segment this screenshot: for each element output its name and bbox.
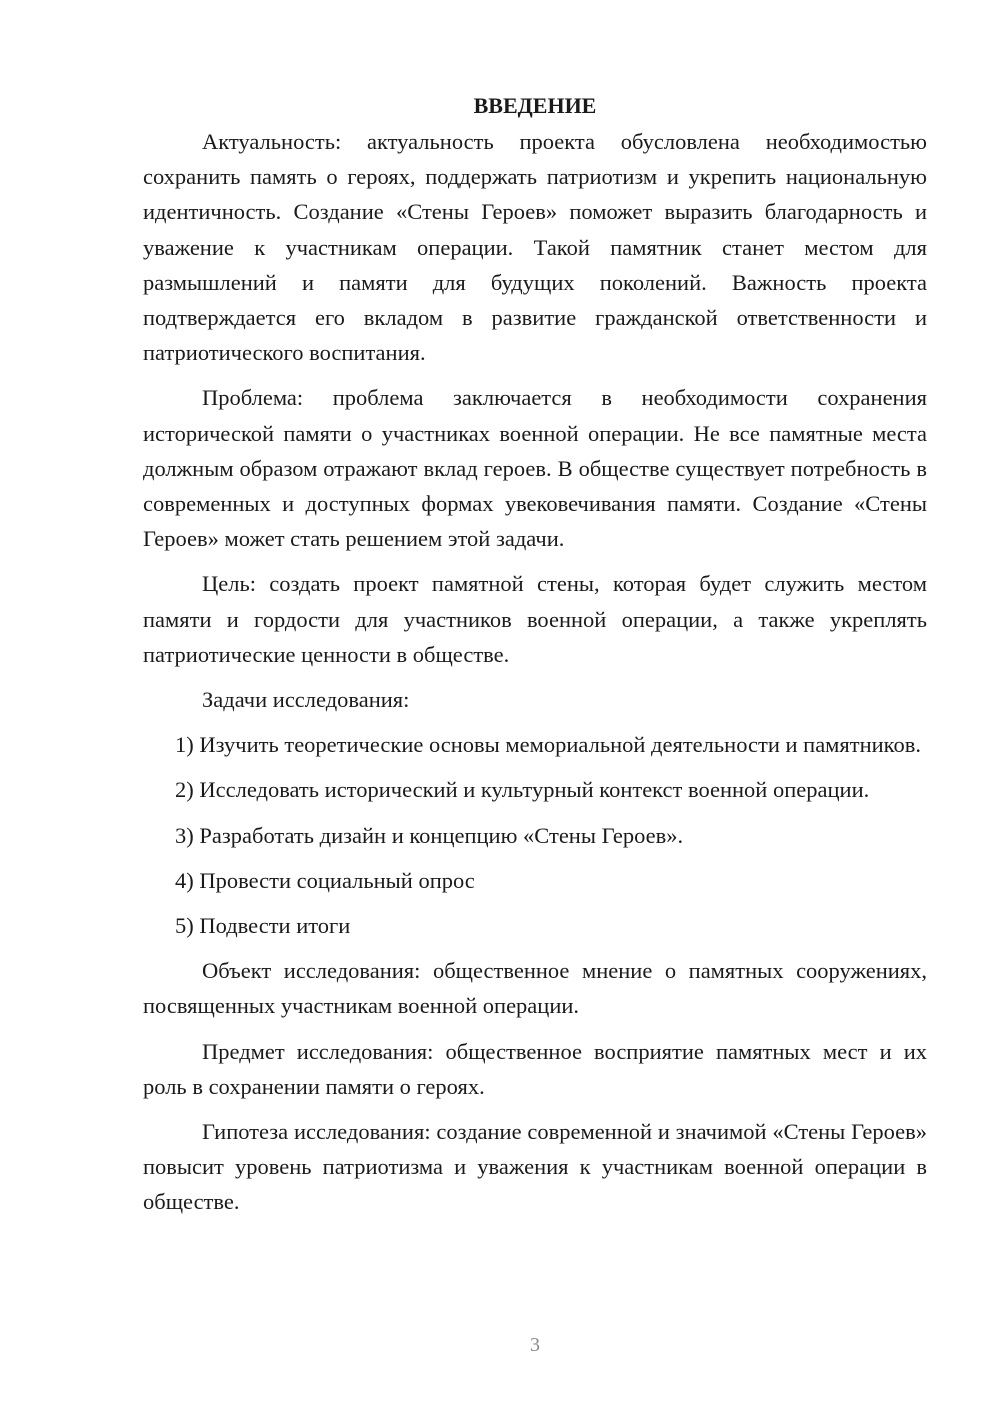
object-paragraph: Объект исследования: общественное мнение о памятных сооружениях, посвященных участникам военной операции.: [143, 958, 927, 1019]
relevance-paragraph: Актуальность: актуальность проекта обусловлена необходимостью сохранить память о героях, поддержать патриотизм и укрепить национальную идентичность. Создание «Стены Героев» поможет выразить благодарность и уважение к участникам операции. Такой памятник станет местом для размышлений и памяти для будущих поколений. Важность проекта подтверждается его вкладом в развитие гражданской ответственности и патриотического воспитания.: [143, 129, 927, 366]
problem-paragraph: Проблема: проблема заключается в необходимости сохранения исторической памяти о участниках военной операции. Не все памятные места должным образом отражают вклад героев. В обществе существует потребность в современных и доступных формах увековечивания памяти. Создание «Стены Героев» может стать решением этой задачи.: [143, 385, 927, 552]
task-item: 2) Исследовать исторический и культурный контекст военной операции.: [175, 777, 870, 803]
task-item: 3) Разработать дизайн и концепцию «Стены Героев».: [175, 822, 684, 848]
task-item: 5) Подвести итоги: [175, 913, 351, 939]
tasks-heading: Задачи исследования:: [202, 687, 410, 713]
goal-paragraph: Цель: создать проект памятной стены, которая будет служить местом памяти и гордости для участников военной операции, а также укреплять патриотические ценности в обществе.: [143, 571, 927, 667]
page-number: 3: [530, 1334, 540, 1356]
hypothesis-paragraph: Гипотеза исследования: создание современной и значимой «Стены Героев» повысит уровень патриотизма и уважения к участникам военной операции в обществе.: [143, 1119, 927, 1215]
task-item: 4) Провести социальный опрос: [175, 867, 475, 893]
task-item: 1) Изучить теоретические основы мемориальной деятельности и памятников.: [175, 732, 921, 758]
section-heading: ВВЕДЕНИЕ: [473, 93, 597, 118]
subject-paragraph: Предмет исследования: общественное восприятие памятных мест и их роль в сохранении памяти о героях.: [143, 1038, 927, 1099]
document-page: [143, 88, 927, 1230]
